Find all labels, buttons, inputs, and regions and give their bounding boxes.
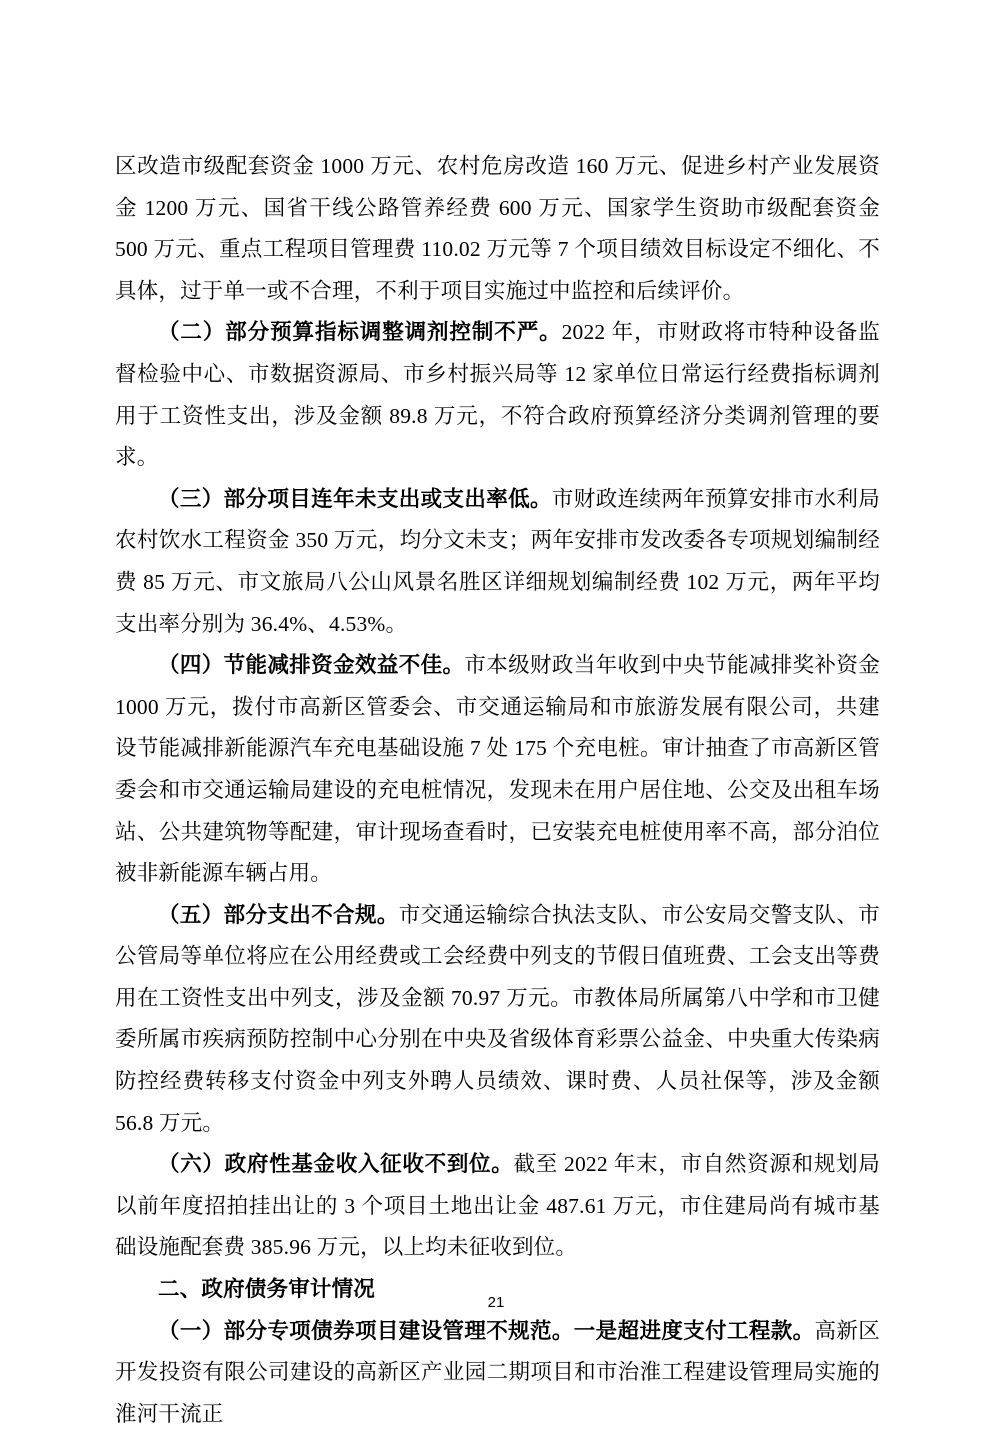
text-run: 截至 2022 年末，市自然资源和规划局以前年度招拍挂出让的 3 个项目土地出让金 487.61 万元，市住建局尚有城市基础设施配套费 385.96 万元，以上均未征收到位。 (115, 1152, 880, 1260)
text-run: （三）部分项目连年未支出或支出率低。 (158, 486, 552, 511)
text-run: （五）部分支出不合规。 (158, 902, 399, 927)
paragraph (115, 645, 880, 895)
paragraph (115, 312, 880, 478)
text-run: 高新区开发投资有限公司建设的高新区产业园二期项目和市治淮工程建设管理局实施的淮河干流正 (115, 1318, 880, 1426)
text-run: （一）部分专项债券项目建设管理不规范。一是超进度支付工程款。 (158, 1318, 815, 1343)
page-number: 21 (487, 1294, 505, 1311)
paragraph (115, 479, 880, 645)
text-run: 二、政府债务审计情况 (158, 1277, 376, 1302)
text-run: （二）部分预算指标调整调剂控制不严。 (158, 320, 562, 345)
paragraph (115, 895, 880, 1145)
text-run: （六）政府性基金收入征收不到位。 (158, 1152, 514, 1177)
text-run: 市财政连续两年预算安排市水利局农村饮水工程资金 350 万元，均分文未支；两年安排市发改委各专项规划编制经费 85 万元、市文旅局八公山风景名胜区详细规划编制经费 102 万元，两年平均支出率分别为 36.4%、4.53%。 (115, 486, 880, 636)
paragraph (115, 146, 880, 312)
paragraph (115, 1311, 880, 1435)
text-run: 2022 年，市财政将市特种设备监督检验中心、市数据资源局、市乡村振兴局等 12 家单位日常运行经费指标调剂用于工资性支出，涉及金额 89.8 万元，不符合政府预算经济分类调剂管理的要求。 (115, 320, 880, 470)
text-run: 市交通运输综合执法支队、市公安局交警支队、市公管局等单位将应在公用经费或工会经费中列支的节假日值班费、工会支出等费用在工资性支出中列支，涉及金额 70.97 万元。市教体局所属第八中学和市卫健委所属市疾病预防控制中心分别在中央及省级体育彩票公益金、中央重大传染病防控经费转移支付资金中列支外聘人员绩效、课时费、人员社保等，涉及金额 56.8 万元。 (115, 902, 881, 1135)
text-run: （四）节能减排资金效益不佳。 (158, 653, 465, 678)
text-run: 区改造市级配套资金 1000 万元、农村危房改造 160 万元、促进乡村产业发展资金 1200 万元、国省干线公路管养经费 600 万元、国家学生资助市级配套资金 500 万元、重点工程项目管理费 110.02 万元等 7 个项目绩效目标设定不细化、不具体，过于单一或不合理，不利于项目实施过中监控和后续评价。 (115, 154, 880, 303)
document-body (115, 146, 880, 1435)
text-run: 市本级财政当年收到中央节能减排奖补资金 1000 万元，拨付市高新区管委会、市交通运输局和市旅游发展有限公司，共建设节能减排新能源汽车充电基础设施 7 处 175 个充电桩。审计抽查了市高新区管委会和市交通运输局建设的充电桩情况，发现未在用户居住地、公交及出租车场站、公共建筑物等配建，审计现场查看时，已安装充电桩使用率不高，部分泊位被非新能源车辆占用。 (115, 653, 880, 886)
paragraph (115, 1144, 880, 1269)
